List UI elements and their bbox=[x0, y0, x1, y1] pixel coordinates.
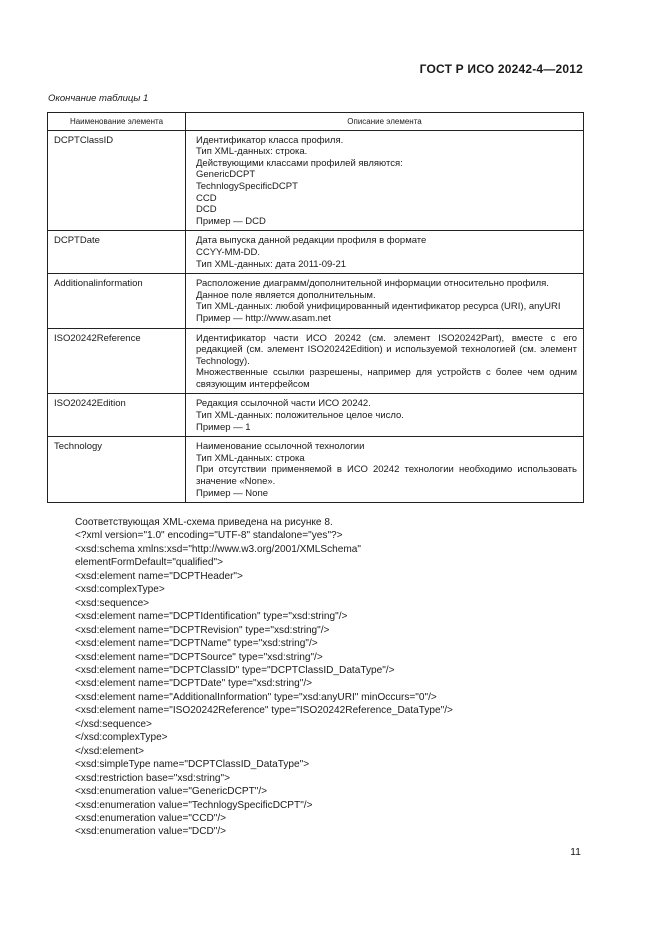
table-row bbox=[48, 328, 584, 394]
element-description-cell bbox=[186, 274, 584, 328]
xml-schema-listing bbox=[75, 516, 585, 839]
element-name-cell: ISO20242Reference bbox=[48, 328, 186, 394]
xml-line: <xsd:element name="DCPTDate" type="xsd:string"/> bbox=[75, 678, 313, 690]
xml-line: <xsd:element name="DCPTSource" type="xsd:string"/> bbox=[75, 651, 323, 663]
element-name-cell: ISO20242Edition bbox=[48, 394, 186, 437]
element-description-cell bbox=[186, 130, 584, 231]
xml-line: </xsd:complexType> bbox=[75, 732, 168, 744]
element-description-cell bbox=[186, 437, 584, 503]
description-line: Множественные ссылки разрешены, например для устройств с более чем одним связующим интерфейсом bbox=[196, 367, 577, 390]
xml-line: <xsd:schema xmlns:xsd="http://www.w3.org/2001/XMLSchema" bbox=[75, 543, 361, 555]
xml-line: <xsd:element name="DCPTIdentification" type="xsd:string"/> bbox=[75, 611, 348, 623]
description-line: Дата выпуска данной редакции профиля в формате bbox=[196, 235, 427, 247]
description-line: CCYY-MM-DD. bbox=[196, 246, 261, 258]
description-line: Действующими классами профилей являются: bbox=[196, 157, 403, 169]
xml-line: <xsd:restriction base="xsd:string"> bbox=[75, 772, 230, 784]
description-line: Идентификатор части ИСО 20242 (см. элемент ISO20242Part), вместе с его редакцией (см. элемент ISO20242Edition) и используемой технологией (см. элемент Technology). bbox=[196, 332, 577, 367]
xml-line: <xsd:sequence> bbox=[75, 597, 150, 609]
table-row bbox=[48, 437, 584, 503]
intro-text: Соответствующая XML-схема приведена на рисунке 8. bbox=[75, 517, 333, 528]
description-line: Тип XML-данных: строка. bbox=[196, 146, 308, 158]
description-line: При отсутствии применяемой в ИСО 20242 технологии необходимо использовать значение «None». bbox=[196, 464, 577, 488]
element-description-cell bbox=[186, 328, 584, 394]
xml-line: <xsd:complexType> bbox=[75, 584, 165, 596]
xml-line: <xsd:element name="AdditionalInformation" type="xsd:anyURI" minOccurs="0"/> bbox=[75, 691, 437, 703]
element-name-cell: DCPTDate bbox=[48, 231, 186, 274]
document-header: ГОСТ Р ИСО 20242-4—2012 bbox=[419, 62, 583, 76]
xml-line: <xsd:element name="DCPTHeader"> bbox=[75, 570, 243, 582]
description-line: Расположение диаграмм/дополнительной информации относительно профиля. bbox=[196, 278, 549, 290]
element-name-cell: DCPTClassID bbox=[48, 130, 186, 231]
description-line: Редакция ссылочной части ИСО 20242. bbox=[196, 398, 371, 410]
description-line: Тип XML-данных: дата 2011-09-21 bbox=[196, 258, 347, 270]
description-line: Пример — DCD bbox=[196, 215, 266, 227]
xml-line: <xsd:enumeration value="TechnlogySpecificDCPT"/> bbox=[75, 799, 313, 811]
xml-line: <xsd:element name="DCPTName" type="xsd:string"/> bbox=[75, 638, 318, 650]
description-line: Тип XML-данных: любой унифицированный идентификатор ресурса (URI), anyURI bbox=[196, 301, 561, 313]
xml-line: elementFormDefault="qualified"> bbox=[75, 557, 223, 569]
page-number: 11 bbox=[570, 846, 581, 858]
elements-table bbox=[47, 112, 584, 503]
description-line: Наименование ссылочной технологии bbox=[196, 441, 365, 453]
xml-line: <xsd:enumeration value="GenericDCPT"/> bbox=[75, 786, 268, 798]
xml-line: <?xml version="1.0" encoding="UTF-8" standalone="yes"?> bbox=[75, 530, 343, 542]
column-header-name: Наименование элемента bbox=[48, 113, 186, 131]
xml-line: <xsd:simpleType name="DCPTClassID_DataType"> bbox=[75, 759, 310, 771]
description-line: Пример — http://www.asam.net bbox=[196, 312, 331, 324]
table-header-row bbox=[48, 113, 584, 131]
description-line: Идентификатор класса профиля. bbox=[196, 134, 344, 146]
table-row bbox=[48, 231, 584, 274]
xml-line: <xsd:enumeration value="DCD"/> bbox=[75, 826, 227, 838]
column-header-description: Описание элемента bbox=[186, 113, 584, 131]
description-line: Тип XML-данных: положительное целое число. bbox=[196, 410, 404, 422]
table-row bbox=[48, 130, 584, 231]
element-description-cell bbox=[186, 394, 584, 437]
xml-line: <xsd:element name="DCPTRevision" type="xsd:string"/> bbox=[75, 624, 330, 636]
description-line: GenericDCPT bbox=[196, 169, 256, 181]
description-line: DCD bbox=[196, 204, 217, 216]
table-row bbox=[48, 274, 584, 328]
description-line: Пример — None bbox=[196, 487, 269, 499]
description-line: Данное поле является дополнительным. bbox=[196, 289, 376, 301]
description-line: Тип XML-данных: строка bbox=[196, 452, 305, 464]
xml-line: <xsd:element name="ISO20242Reference" type="ISO20242Reference_DataType"/> bbox=[75, 705, 453, 717]
xml-line: </xsd:sequence> bbox=[75, 718, 152, 730]
element-name-cell: Technology bbox=[48, 437, 186, 503]
xml-line: </xsd:element> bbox=[75, 745, 145, 757]
description-line: TechnlogySpecificDCPT bbox=[196, 180, 298, 192]
description-line: CCD bbox=[196, 192, 217, 204]
xml-line: <xsd:element name="DCPTClassID" type="DCPTClassID_DataType"/> bbox=[75, 664, 395, 676]
xml-line: <xsd:enumeration value="CCD"/> bbox=[75, 812, 227, 824]
element-name-cell: Additionalinformation bbox=[48, 274, 186, 328]
element-description-cell bbox=[186, 231, 584, 274]
table-caption: Окончание таблицы 1 bbox=[48, 93, 149, 104]
description-line: Пример — 1 bbox=[196, 421, 251, 433]
table-row bbox=[48, 394, 584, 437]
